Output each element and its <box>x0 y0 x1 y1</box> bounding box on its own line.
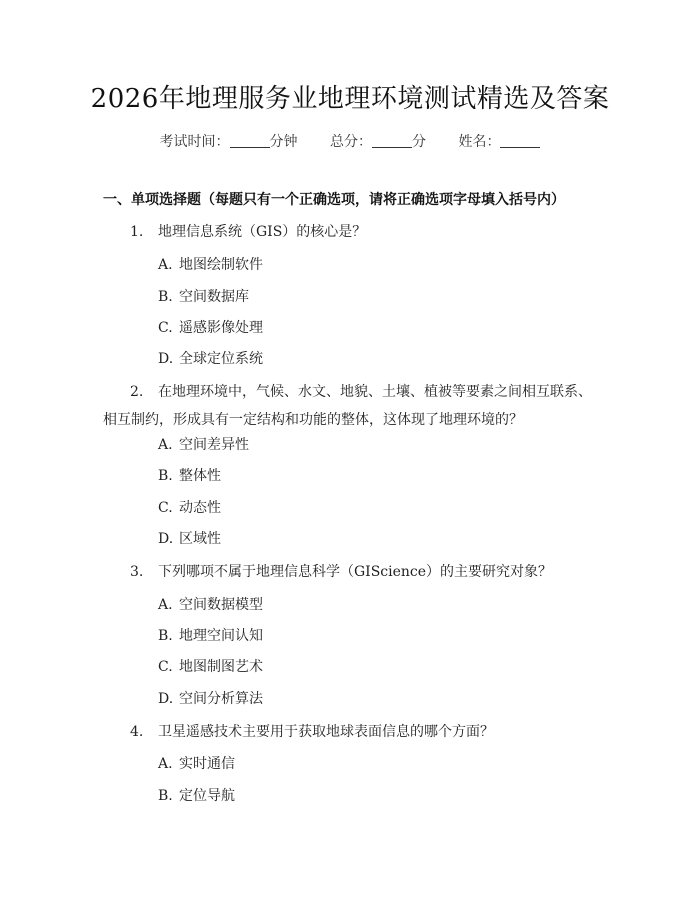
option-letter: A. <box>158 597 173 613</box>
total-score-blank <box>372 133 412 148</box>
question-number: 2. <box>130 384 144 400</box>
option-3a <box>158 595 263 615</box>
question-text: 地理信息系统（GIS）的核心是？ <box>158 224 367 240</box>
option-3d <box>158 689 263 709</box>
option-text: 地图制图艺术 <box>179 659 263 675</box>
option-letter: C. <box>158 659 173 675</box>
total-score-unit: 分 <box>412 134 426 150</box>
option-letter: D. <box>158 351 174 367</box>
question-text: 下列哪项不属于地理信息科学（GIScience）的主要研究对象？ <box>158 564 553 580</box>
question-1 <box>103 218 603 246</box>
question-text: 卫星遥感技术主要用于获取地球表面信息的哪个方面？ <box>158 724 494 740</box>
question-2 <box>103 378 603 434</box>
section-heading: 一、单项选择题（每题只有一个正确选项，请将正确选项字母填入括号内） <box>103 192 565 208</box>
option-text: 动态性 <box>179 500 221 516</box>
question-4 <box>103 718 603 746</box>
option-text: 空间分析算法 <box>179 691 263 707</box>
question-3 <box>103 558 603 586</box>
option-letter: B. <box>158 788 173 804</box>
name-field <box>458 132 540 152</box>
exam-time-field <box>160 132 298 152</box>
option-2b <box>158 466 221 486</box>
option-text: 空间差异性 <box>179 437 249 453</box>
option-text: 实时通信 <box>179 756 235 772</box>
option-text: 区域性 <box>179 531 221 547</box>
question-number: 1. <box>130 224 144 240</box>
option-letter: C. <box>158 500 173 516</box>
question-text: 在地理环境中，气候、水文、地貌、土壤、植被等要素之间相互联系、相互制约，形成具有一定结构和功能的整体，这体现了地理环境的？ <box>103 384 592 428</box>
option-text: 整体性 <box>179 468 221 484</box>
option-1b <box>158 287 249 307</box>
exam-time-label: 考试时间： <box>159 134 230 150</box>
option-1d <box>158 349 263 369</box>
option-text: 地图绘制软件 <box>179 257 263 273</box>
option-text: 定位导航 <box>179 788 235 804</box>
option-3b <box>158 626 263 646</box>
name-blank <box>500 133 540 148</box>
option-text: 全球定位系统 <box>179 351 263 367</box>
question-number: 4. <box>130 724 144 740</box>
exam-info-line <box>0 132 700 152</box>
total-score-field <box>330 132 426 152</box>
exam-time-unit: 分钟 <box>269 134 298 150</box>
option-letter: B. <box>158 289 173 305</box>
option-letter: C. <box>158 320 173 336</box>
option-letter: B. <box>158 628 173 644</box>
page-title: 2026年地理服务业地理环境测试精选及答案 <box>90 84 610 114</box>
option-letter: A. <box>158 257 173 273</box>
name-label: 姓名： <box>458 134 501 150</box>
total-score-label: 总分： <box>330 134 372 150</box>
option-letter: D. <box>158 691 174 707</box>
option-2c <box>158 498 221 518</box>
option-text: 空间数据库 <box>179 289 249 305</box>
option-text: 地理空间认知 <box>179 628 263 644</box>
option-letter: A. <box>158 756 173 772</box>
option-text: 空间数据模型 <box>179 597 263 613</box>
option-3c <box>158 657 263 677</box>
option-2a <box>158 435 249 455</box>
question-number: 3. <box>130 564 144 580</box>
option-letter: A. <box>158 437 173 453</box>
option-1c <box>158 318 263 338</box>
option-4b <box>158 786 235 806</box>
exam-time-blank <box>230 133 270 148</box>
option-text: 遥感影像处理 <box>179 320 263 336</box>
option-1a <box>158 255 263 275</box>
option-letter: B. <box>158 468 173 484</box>
option-2d <box>158 529 221 549</box>
option-4a <box>158 754 235 774</box>
option-letter: D. <box>158 531 174 547</box>
